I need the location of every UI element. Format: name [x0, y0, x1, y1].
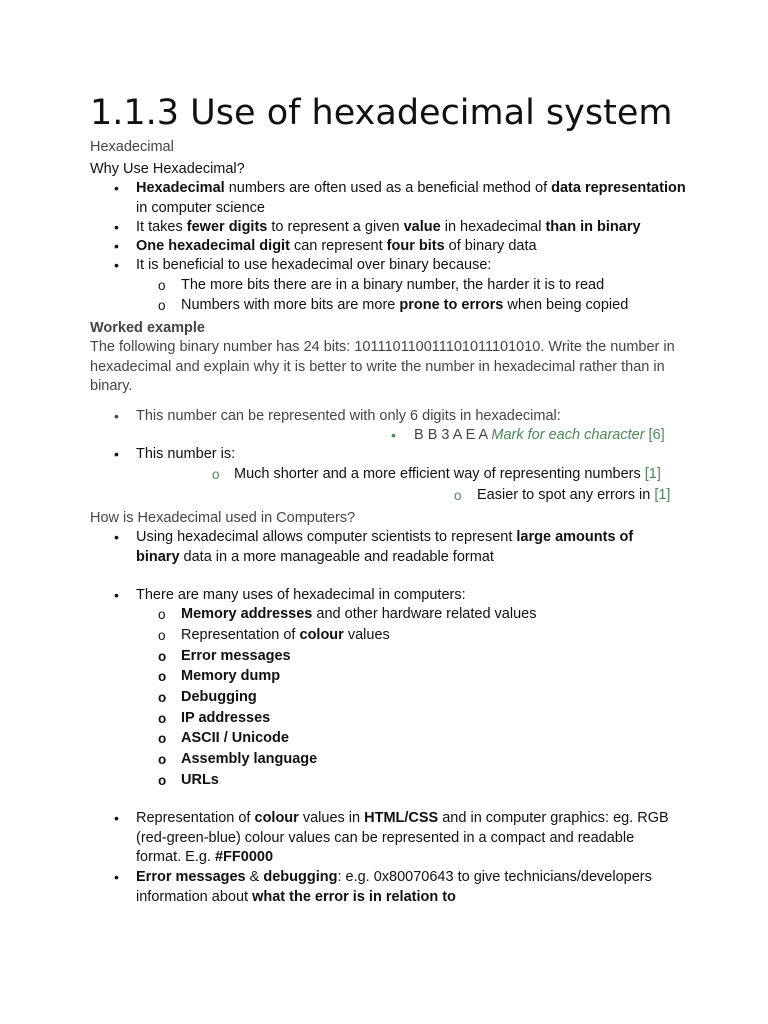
sub-bullet-marker: o: [158, 773, 167, 788]
use-error-messages: Error messages: [181, 648, 291, 664]
sub-bullet-marker: o: [158, 669, 167, 684]
sub-bullet-shorter: Much shorter and a more efficient way of representing numbers [1]: [234, 466, 661, 482]
bullet-large-amounts: Using hexadecimal allows computer scientists to represent large amounts of binary data in a more manageable and readable format: [136, 529, 634, 565]
use-memory-dump: Memory dump: [181, 668, 281, 684]
sub-bullet-marker: o: [158, 649, 167, 664]
bullet-six-digits: This number can be represented with only 6 digits in hexadecimal:: [136, 408, 561, 424]
use-colour-values: Representation of colour values: [181, 627, 390, 643]
use-assembly-language: Assembly language: [181, 751, 318, 767]
bullet-marker: •: [114, 446, 119, 462]
subtitle: Hexadecimal: [90, 139, 174, 155]
sub-bullet-marker: o: [158, 628, 166, 643]
page-title: 1.1.3 Use of hexadecimal system: [90, 93, 673, 133]
use-ip-addresses: IP addresses: [181, 710, 271, 726]
bullet-colour-html-css: Representation of colour values in HTML/CSS and in computer graphics: eg. RGB (red-green-blue) colour values can be represented in a compact and readable format. E.g. #FF0000: [136, 810, 669, 865]
bullet-many-uses: There are many uses of hexadecimal in computers:: [136, 587, 466, 603]
bullet-marker: •: [114, 219, 119, 235]
sub-bullet-prone-to-errors: Numbers with more bits are more prone to errors when being copied: [181, 297, 629, 313]
section-heading-how: How is Hexadecimal used in Computers?: [90, 510, 356, 526]
bullet-fewer-digits: It takes fewer digits to represent a given value in hexadecimal than in binary: [136, 219, 641, 235]
bullet-marker: •: [114, 238, 119, 254]
use-debugging: Debugging: [181, 689, 257, 705]
section-heading-why: Why Use Hexadecimal?: [90, 161, 245, 177]
worked-example-body: The following binary number has 24 bits: 101110110011101011101010. Write the number in hexadecimal and explain why it is better to write the number in hexadecimal rather than in binary.: [90, 339, 675, 394]
use-ascii-unicode: ASCII / Unicode: [181, 730, 289, 746]
worked-example-heading: Worked example: [90, 320, 205, 336]
bullet-this-number-is: This number is:: [136, 446, 236, 462]
sub-bullet-marker: o: [158, 690, 167, 705]
sub-bullet-marker: o: [158, 711, 167, 726]
bullet-marker: •: [114, 257, 119, 273]
bullet-marker: •: [114, 869, 119, 885]
bullet-marker: •: [114, 408, 119, 424]
bullet-marker: •: [114, 180, 119, 196]
answer-bullet-marker: •: [391, 427, 396, 443]
use-urls: URLs: [181, 772, 219, 788]
sub-bullet-marker: o: [158, 278, 166, 293]
bullet-error-messages-debugging: Error messages & debugging: e.g. 0x80070643 to give technicians/developers information about what the error is in relation to: [136, 869, 652, 905]
bullet-marker: •: [114, 529, 119, 545]
sub-bullet-marker: o: [158, 731, 167, 746]
sub-bullet-marker: o: [454, 488, 462, 503]
sub-bullet-spot-errors: Easier to spot any errors in [1]: [477, 487, 671, 503]
use-memory-addresses: Memory addresses and other hardware related values: [181, 606, 537, 622]
bullet-four-bits: One hexadecimal digit can represent four bits of binary data: [136, 238, 537, 254]
sub-bullet-harder-to-read: The more bits there are in a binary number, the harder it is to read: [181, 277, 605, 293]
bullet-marker: •: [114, 810, 119, 826]
sub-bullet-marker: o: [158, 298, 166, 313]
sub-bullet-marker: o: [212, 467, 220, 482]
sub-bullet-marker: o: [158, 607, 166, 622]
bullet-beneficial: It is beneficial to use hexadecimal over binary because:: [136, 257, 492, 273]
sub-bullet-marker: o: [158, 752, 167, 767]
bullet-hexadecimal-representation: Hexadecimal numbers are often used as a beneficial method of data representation in computer science: [136, 180, 686, 216]
bullet-marker: •: [114, 587, 119, 603]
worked-example-answer: B B 3 A E A Mark for each character [6]: [414, 427, 665, 443]
